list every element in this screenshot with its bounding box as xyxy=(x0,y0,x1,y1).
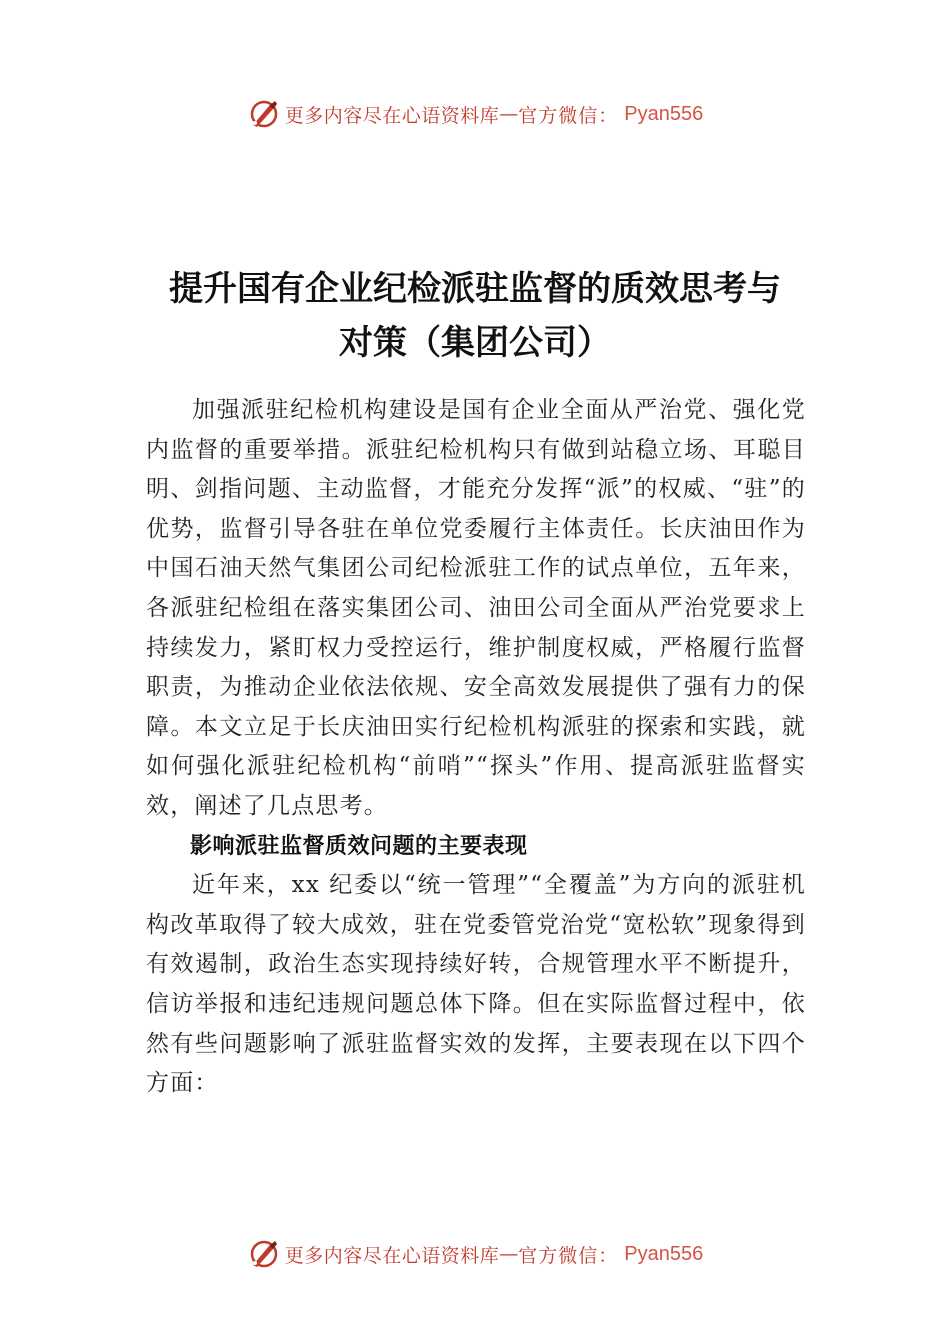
section-paragraph: 近年来，xx 纪委以“统一管理”“全覆盖”为方向的派驻机构改革取得了较大成效，驻在党委管党治党“宽松软”现象得到有效遏制，政治生态实现持续好转，合规管理水平不断提升，信访举报和违纪违规问题总体下降。但在实际监督过程中，依然有些问题影响了派驻监督实效的发挥，主要表现在以下四个方面： xyxy=(146,872,806,1097)
watermark-wechat-id: Pyan556 xyxy=(624,102,704,125)
watermark-text: 更多内容尽在心语资料库 xyxy=(284,1244,500,1267)
section-heading: 影响派驻监督质效问题的主要表现 xyxy=(190,833,528,859)
title-line-1: 提升国有企业纪检派驻监督的质效思考与 xyxy=(169,269,781,309)
watermark-separator: — xyxy=(499,103,519,125)
document-body xyxy=(146,391,806,1104)
title-line-2: 对策（集团公司） xyxy=(339,323,611,363)
intro-paragraph: 加强派驻纪检机构建设是国有企业全面从严治党、强化党内监督的重要举措。派驻纪检机构只有做到站稳立场、耳聪目明、剑指问题、主动监督，才能充分发挥“派”的权威、“驻”的优势，监督引导各驻在单位党委履行主体责任。长庆油田作为中国石油天然气集团公司纪检派驻工作的试点单位，五年来，各派驻纪检组在落实集团公司、油田公司全面从严治党要求上持续发力，紧盯权力受控运行，维护制度权威，严格履行监督职责，为推动企业依法依规、安全高效发展提供了强有力的保障。本文立足于长庆油田实行纪检机构派驻的探索和实践，就如何强化派驻纪检机构“前哨”“探头”作用、提高派驻监督实效，阐述了几点思考。 xyxy=(146,397,806,819)
header-watermark xyxy=(0,94,950,134)
watermark-wechat-label: 官方微信： xyxy=(518,1244,619,1267)
watermark-wechat-id: Pyan556 xyxy=(624,1242,704,1265)
footer-watermark xyxy=(0,1234,950,1274)
watermark-separator: — xyxy=(499,1243,519,1265)
document-title xyxy=(140,262,810,370)
watermark-text: 更多内容尽在心语资料库 xyxy=(284,104,500,127)
watermark-wechat-label: 官方微信： xyxy=(518,104,619,127)
pen-logo-icon xyxy=(247,97,281,131)
pen-logo-icon xyxy=(247,1237,281,1271)
